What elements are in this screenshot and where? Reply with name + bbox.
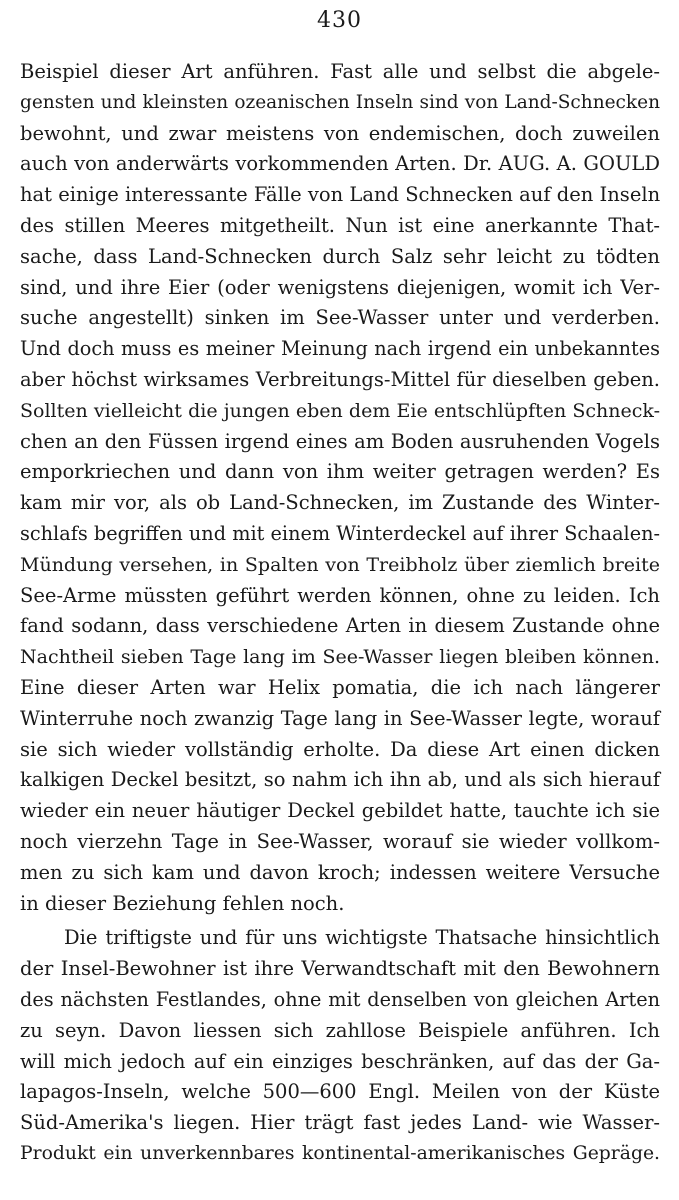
text-line: schlafs begriffen und mit einem Winterdeckel auf ihrer Schaalen- (20, 521, 660, 545)
text-line: chen an den Füssen irgend eines am Boden ausruhenden Vogels (20, 429, 660, 453)
text-line: sie sich wieder vollständig erholte. Da diese Art einen dicken (20, 737, 660, 761)
text-line: der Insel-Bewohner ist ihre Verwandtschaft mit den Bewohnern (20, 957, 660, 981)
text-line: Sollten vielleicht die jungen eben dem Eie entschlüpften Schneck- (20, 399, 660, 422)
text-line: Eine dieser Arten war Helix pomatia, die ich nach längerer (20, 675, 660, 699)
text-line: Beispiel dieser Art anführen. Fast alle und selbst die abgele- (20, 60, 660, 83)
text-line: sache, dass Land-Schnecken durch Salz sehr leicht zu tödten (20, 244, 660, 268)
text-line: auch von anderwärts vorkommenden Arten. Dr. AUG. A. GOULD (20, 152, 660, 176)
text-line: sind, und ihre Eier (oder wenigstens diejenigen, womit ich Ver- (20, 275, 660, 299)
text-line: kalkigen Deckel besitzt, so nahm ich ihn ab, und als sich hierauf (20, 768, 660, 792)
text-line: des stillen Meeres mitgetheilt. Nun ist eine anerkannte That- (20, 213, 660, 237)
text-line: suche angestellt) sinken im See-Wasser unter und verderben. (20, 306, 660, 330)
text-line: gensten und kleinsten ozeanischen Inseln sind von Land-Schnecken (20, 91, 660, 113)
text-line: fand sodann, dass verschiedene Arten in diesem Zustande ohne (20, 614, 660, 638)
text-line: Und doch muss es meiner Meinung nach irgend ein unbekanntes (20, 337, 660, 361)
paragraph-start-line: Die triftigste und für uns wichtigste Thatsache hinsichtlich (64, 926, 660, 950)
text-line: zu seyn. Davon liessen sich zahllose Beispiele anführen. Ich (20, 1018, 660, 1042)
text-line: noch vierzehn Tage in See-Wasser, worauf sie wieder vollkom- (20, 829, 660, 853)
text-line: men zu sich kam und davon kroch; indessen weitere Versuche (20, 860, 660, 884)
paragraph-end-line: in dieser Beziehung fehlen noch. (20, 891, 345, 915)
text-line: See-Arme müssten geführt werden können, ohne zu leiden. Ich (20, 583, 660, 607)
text-line: will mich jedoch auf ein einziges beschränken, auf das der Ga- (20, 1049, 660, 1073)
page-number: 430 (317, 8, 362, 33)
text-line: lapagos-Inseln, welche 500—600 Engl. Meilen von der Küste (20, 1080, 660, 1104)
text-line: bewohnt, und zwar meistens von endemischen, doch zuweilen (20, 121, 660, 145)
text-line: Produkt ein unverkennbares kontinental-amerikanisches Gepräge. (20, 1142, 660, 1164)
text-line: wieder ein neuer häutiger Deckel gebildet hatte, tauchte ich sie (20, 799, 660, 823)
text-line: aber höchst wirksames Verbreitungs-Mittel für dieselben geben. (20, 367, 660, 391)
text-line: kam mir vor, als ob Land-Schnecken, im Zustande des Winter- (20, 491, 660, 515)
text-line: Nachtheil sieben Tage lang im See-Wasser liegen bleiben können. (20, 646, 660, 669)
text-line: hat einige interessante Fälle von Land Schnecken auf den Inseln (20, 183, 661, 207)
body-text (20, 57, 660, 1170)
text-line: emporkriechen und dann von ihm weiter getragen werden? Es (20, 460, 660, 484)
text-line: Süd-Amerika's liegen. Hier trägt fast jedes Land- wie Wasser- (20, 1111, 660, 1135)
text-line: des nächsten Festlandes, ohne mit denselben von gleichen Arten (20, 987, 660, 1011)
text-line: Mündung versehen, in Spalten von Treibholz über ziemlich breite (20, 553, 660, 576)
text-line: Winterruhe noch zwanzig Tage lang in See-Wasser legte, worauf (20, 706, 660, 730)
